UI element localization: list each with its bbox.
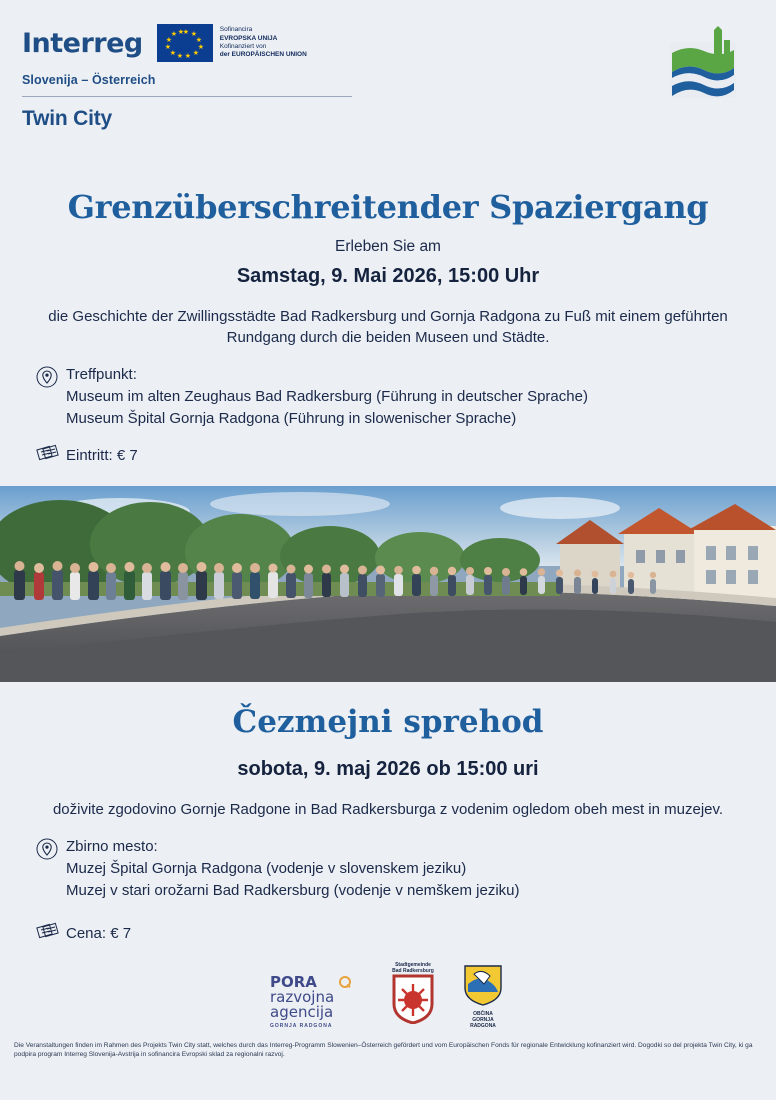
gornja-radgona-crest — [460, 964, 506, 1029]
project-name: Twin City — [22, 107, 112, 130]
eu-text-line3: Kofinanziert von — [219, 43, 267, 50]
ticket-icon — [36, 440, 66, 470]
eu-emblem — [157, 24, 307, 62]
crest1-caption-line2: Bad Radkersburg — [392, 968, 434, 974]
pora-sub: GORNJA RADGONA — [270, 1023, 333, 1029]
eu-text-line1: Sofinancira — [219, 26, 253, 34]
meeting-label-de: Treffpunkt: — [66, 366, 137, 383]
header — [0, 0, 776, 150]
pora-line3: agencija — [270, 1003, 334, 1021]
price-sl: Cena: € 7 — [66, 924, 132, 942]
interreg-program-label: Slovenija – Österreich — [22, 73, 156, 87]
pora-line1: PORA — [270, 973, 317, 991]
partner-logos — [0, 962, 776, 1029]
price-de: Eintritt: € 7 — [66, 446, 138, 464]
meeting-line2-sl: Muzej v stari orožarni Bad Radkersburg (vodenje v nemškem jeziku) — [66, 882, 520, 899]
price-row-sl — [36, 918, 776, 948]
event-date-de: Samstag, 9. Mai 2026, 15:00 Uhr — [236, 265, 540, 287]
meeting-line2-de: Museum Špital Gornja Radgona (Führung in slowenischer Sprache) — [66, 410, 517, 427]
german-section — [0, 188, 776, 470]
interreg-wordmark: Interreg — [22, 28, 143, 59]
slovene-section — [0, 704, 776, 948]
event-photo — [0, 486, 776, 682]
eu-text-line2: EVROPSKA UNIJA — [219, 34, 278, 42]
meeting-line1-de: Museum im alten Zeughaus Bad Radkersburg (Führung in deutscher Sprache) — [66, 388, 588, 405]
crest2-caption-line1: OBČINA — [473, 1011, 493, 1017]
pora-logo — [270, 975, 366, 1029]
location-pin-icon — [36, 836, 66, 868]
price-row-de — [36, 440, 776, 470]
location-pin-icon — [36, 364, 66, 396]
city-logo-icon — [668, 26, 738, 100]
event-description-de: die Geschichte der Zwillingsstädte Bad Radkersburg und Gornja Radgona zu Fuß mit einem geführten Rundgang durch die beiden Museen und Städte. — [48, 308, 728, 346]
meeting-text-de — [66, 364, 588, 430]
bad-radkersburg-crest — [390, 962, 436, 1029]
page-title-sl: Čezmejni sprehod — [232, 704, 544, 740]
event-description-sl: doživite zgodovino Gornje Radgone in Bad Radkersburga z vodenim ogledom obeh mest in muzejev. — [52, 801, 724, 818]
meeting-text-sl — [66, 836, 520, 902]
eu-funding-text — [220, 26, 307, 60]
meeting-line1-sl: Muzej Špital Gornja Radgona (vodenje v slovenskem jeziku) — [66, 860, 467, 877]
eu-text-line4: der EUROPÄISCHEN UNION — [219, 51, 307, 59]
ticket-icon — [36, 918, 66, 948]
event-date-sl: sobota, 9. maj 2026 ob 15:00 uri — [237, 758, 539, 780]
crest2-caption-line2: GORNJA RADGONA — [470, 1017, 496, 1029]
meeting-info-sl — [36, 836, 776, 948]
interreg-logo-block — [22, 24, 362, 131]
meeting-label-sl: Zbirno mesto: — [66, 838, 158, 855]
eu-flag-icon: ★ ★ ★ ★ ★ ★ ★ ★ ★ ★ ★ ★ — [157, 24, 213, 62]
pretitle-de: Erleben Sie am — [335, 238, 441, 255]
page-title-de: Grenzüberschreitender Spaziergang — [67, 188, 709, 226]
pora-line2: razvojna — [270, 988, 335, 1006]
crest1-caption-line1: Stadtgemeinde — [395, 962, 431, 968]
meeting-info-de — [36, 364, 776, 470]
pora-mark-icon — [338, 976, 352, 995]
header-divider — [22, 96, 352, 97]
funding-disclaimer: Die Veranstaltungen finden im Rahmen des Projekts Twin City statt, welches durch das Interreg-Programm Slowenien–Österreich gefördert und vom Europäischen Fonds für regionale Entwicklung kofinanziert wird. Dogodki so del projekta Twin City, ki ga podpira program Interreg Slovenija-Avstrija in sofinancira Evropski sklad za regionalni razvoj. — [14, 1042, 753, 1058]
